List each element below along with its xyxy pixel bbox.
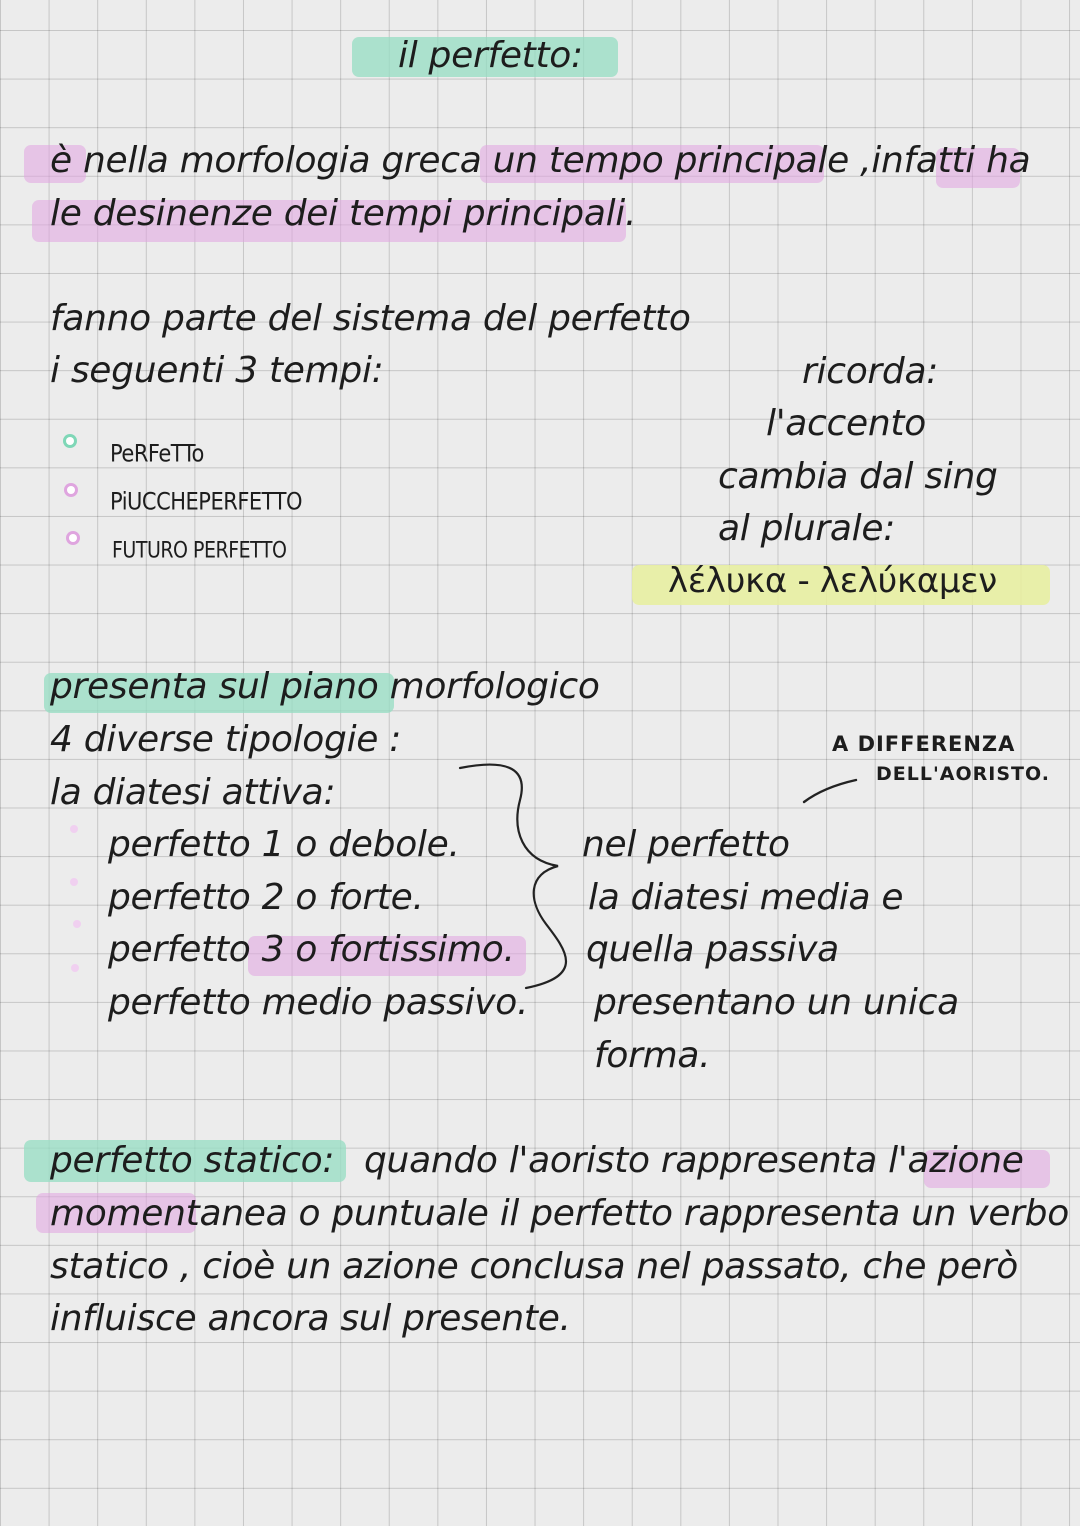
side-line: la diatesi media e xyxy=(588,877,904,918)
arrow-icon xyxy=(804,780,856,802)
morphology-line-2: 4 diverse tipologie : xyxy=(50,719,402,760)
static-line-1: quando l'aoristo rappresenta l'azione xyxy=(364,1140,1024,1181)
intro-line-1: è nella morfologia greca un tempo principale ,infatti ha xyxy=(50,140,1031,181)
system-item-piuccheperfetto: PiUCCHEPERFETTO xyxy=(110,487,302,516)
type-item: perfetto medio passivo. xyxy=(108,982,529,1023)
morphology-line-1: presenta sul piano morfologico xyxy=(50,666,600,707)
reminder-line-2: l'accento xyxy=(766,403,926,444)
intro-line-2: le desinenze dei tempi principali. xyxy=(50,193,637,234)
static-line-4: influisce ancora sul presente. xyxy=(50,1298,571,1339)
system-line-1: fanno parte del sistema del perfetto xyxy=(50,298,691,339)
system-item-perfetto: PeRFeTTo xyxy=(110,439,204,468)
reminder-line-4: al plurale: xyxy=(718,508,896,549)
page-title: il perfetto: xyxy=(398,35,583,76)
handwritten-note: A DIFFERENZA xyxy=(832,732,1016,756)
side-line: quella passiva xyxy=(586,929,839,970)
side-line: nel perfetto xyxy=(582,824,790,865)
reminder-line-3: cambia dal sing xyxy=(718,456,998,497)
system-line-2: i seguenti 3 tempi: xyxy=(50,350,384,391)
handwritten-note: DELL'AORISTO. xyxy=(876,763,1050,785)
static-line-3: statico , cioè un azione conclusa nel passato, che però xyxy=(50,1246,1019,1287)
system-item-futuro-perfetto: FUTURO PERFETTO xyxy=(112,537,287,563)
side-line: forma. xyxy=(594,1035,711,1076)
static-label: perfetto statico: xyxy=(50,1140,335,1181)
reminder-line-1: ricorda: xyxy=(802,351,939,392)
morphology-line-3: la diatesi attiva: xyxy=(50,772,336,813)
type-item: perfetto 1 o debole. xyxy=(108,824,460,865)
static-line-2: momentanea o puntuale il perfetto rappresenta un verbo xyxy=(50,1193,1069,1234)
type-item: perfetto 3 o fortissimo. xyxy=(108,929,515,970)
type-item: perfetto 2 o forte. xyxy=(108,877,424,918)
greek-example: λέλυκα - λελύκαμεν xyxy=(668,561,997,601)
side-line: presentano un unica xyxy=(594,982,959,1023)
